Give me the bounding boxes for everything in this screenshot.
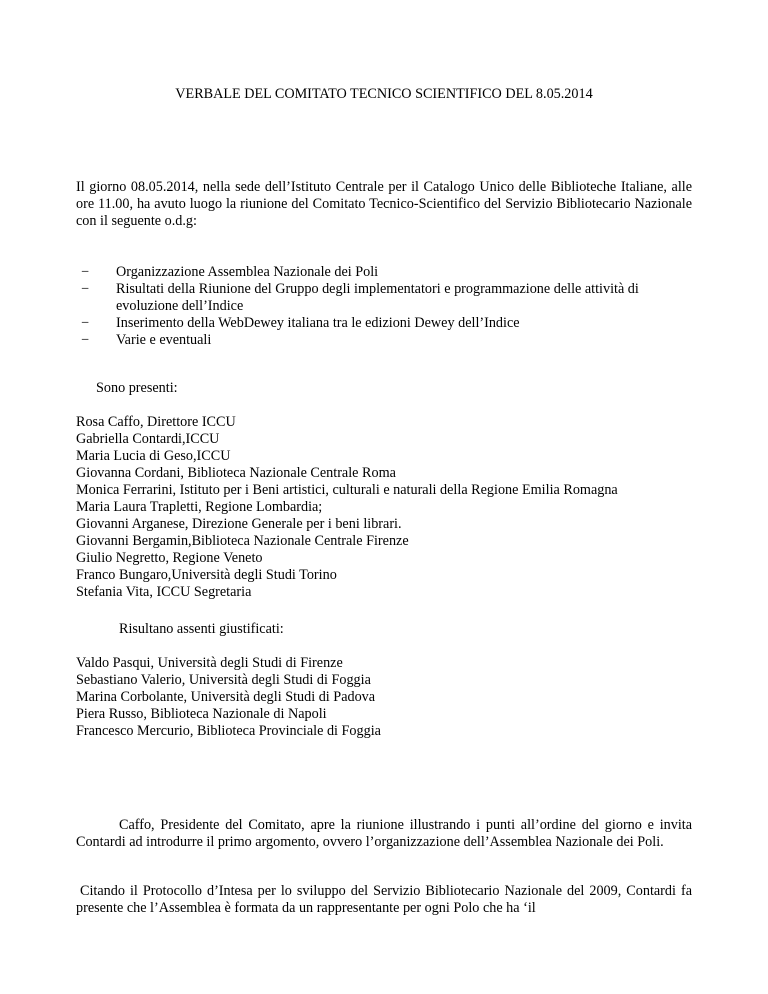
agenda-item: − Organizzazione Assemblea Nazionale dei Poli — [81, 264, 379, 280]
body-paragraph-2: Citando il Protocollo d’Intesa per lo sviluppo del Servizio Bibliotecario Nazionale del 2009, Contardi fa presente che l’Assemblea è formata da un rappresentante per ogni Polo che ha ‘il — [76, 883, 692, 916]
attendee: Giovanna Cordani, Biblioteca Nazionale Centrale Roma — [76, 465, 396, 481]
agenda-item: − Risultati della Riunione del Gruppo degli implementatori e programmazione delle attività di evoluzione dell’Indice — [81, 281, 639, 314]
attendee: Giovanni Arganese, Direzione Generale per i beni librari. — [76, 516, 402, 532]
attendee: Rosa Caffo, Direttore ICCU — [76, 414, 236, 430]
document-title: VERBALE DEL COMITATO TECNICO SCIENTIFICO DEL 8.05.2014 — [175, 86, 593, 102]
attendee: Giovanni Bergamin,Biblioteca Nazionale Centrale Firenze — [76, 533, 409, 549]
attendee: Stefania Vita, ICCU Segretaria — [76, 584, 252, 600]
attendee: Franco Bungaro,Università degli Studi Torino — [76, 567, 337, 583]
agenda-item: − Varie e eventuali — [81, 332, 212, 348]
attendee: Maria Laura Trapletti, Regione Lombardia; — [76, 499, 323, 515]
assenti-list — [76, 655, 716, 740]
absentee: Marina Corbolante, Università degli Studi di Padova — [76, 689, 376, 705]
absentee: Piera Russo, Biblioteca Nazionale di Napoli — [76, 706, 327, 722]
attendee: Monica Ferrarini, Istituto per i Beni artistici, culturali e naturali della Regione Emilia Romagna — [76, 482, 618, 498]
presenti-heading: Sono presenti: — [96, 380, 178, 396]
dash-bullet: − — [81, 281, 90, 297]
attendee: Maria Lucia di Geso,ICCU — [76, 448, 231, 464]
attendee: Giulio Negretto, Regione Veneto — [76, 550, 263, 566]
dash-bullet: − — [81, 315, 90, 331]
assenti-heading: Risultano assenti giustificati: — [119, 621, 284, 637]
attendee: Gabriella Contardi,ICCU — [76, 431, 220, 447]
body-paragraph-1: Caffo, Presidente del Comitato, apre la riunione illustrando i punti all’ordine del giorno e invita Contardi ad introdurre il primo argomento, ovvero l’organizzazione dell’Assemblea Nazionale dei Poli. — [76, 817, 692, 850]
absentee: Sebastiano Valerio, Università degli Studi di Foggia — [76, 672, 371, 688]
agenda-item: − Inserimento della WebDewey italiana tra le edizioni Dewey dell’Indice — [81, 315, 520, 331]
intro-paragraph: Il giorno 08.05.2014, nella sede dell’Istituto Centrale per il Catalogo Unico delle Biblioteche Italiane, alle ore 11.00, ha avuto luogo la riunione del Comitato Tecnico-Scientifico del Servizio Bibliotecario Nazionale con il seguente o.d.g: — [76, 179, 692, 229]
absentee: Francesco Mercurio, Biblioteca Provinciale di Foggia — [76, 723, 381, 739]
dash-bullet: − — [81, 332, 90, 348]
absentee: Valdo Pasqui, Università degli Studi di Firenze — [76, 655, 343, 671]
dash-bullet: − — [81, 264, 90, 280]
agenda-list — [76, 264, 696, 349]
presenti-list — [76, 414, 716, 601]
